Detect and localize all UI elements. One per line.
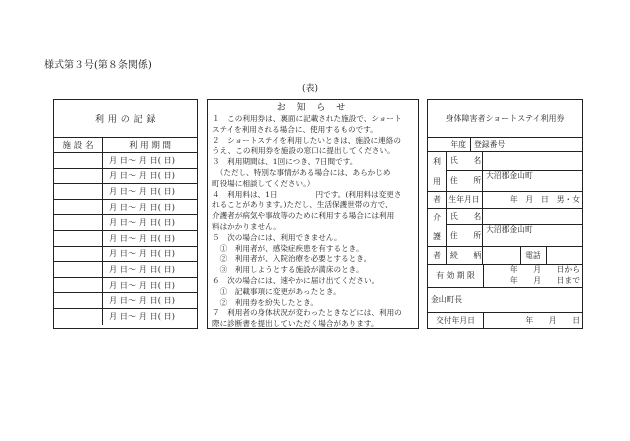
issue-date-label: 交付年月日 <box>436 315 475 325</box>
period-cell[interactable]: 月 日～ 月 日( 日) <box>109 279 175 290</box>
relation-field[interactable] <box>483 246 520 264</box>
facility-cell[interactable] <box>54 153 103 168</box>
issue-date-value[interactable]: 年 月 日 <box>525 315 580 325</box>
divider <box>470 137 471 151</box>
user-name-label: 氏 名 <box>450 156 482 165</box>
user-group-char: 者 <box>433 195 441 204</box>
notice-line: ② 利用券を紛失したとき。 <box>212 297 319 307</box>
valid-to-value[interactable]: 年 月 日まで <box>509 276 580 285</box>
caregiver-name-field[interactable] <box>483 208 582 224</box>
period-cell[interactable]: 月 日～ 月 日( 日) <box>109 201 175 212</box>
user-name-field[interactable] <box>483 151 582 170</box>
notice-line: １ この利用券は、裏面に記載された施設で、ショート <box>212 114 402 123</box>
usage-row <box>54 153 197 169</box>
notice-line: 料はかかりません。 <box>212 221 281 231</box>
notice-line: ６ 次の場合には、速やかに届け出てください。 <box>212 275 380 285</box>
notice-line: ２ ショートステイを利用したいときは、施設に連絡の <box>212 135 401 145</box>
usage-record-rows <box>54 153 197 325</box>
user-group-char: 用 <box>433 176 441 186</box>
registration-number-label[interactable]: 登録番号 <box>474 139 506 149</box>
notice-line: ４ 利用料は、1日 円です。(利用料は変更さ <box>212 189 402 199</box>
period-cell[interactable]: 月 日～ 月 日( 日) <box>109 185 175 196</box>
usage-row <box>54 169 197 185</box>
facility-cell[interactable] <box>54 278 103 293</box>
caregiver-name-label: 氏 名 <box>450 211 482 221</box>
period-cell[interactable]: 月 日～ 月 日( 日) <box>109 232 175 243</box>
phone-field[interactable] <box>546 246 582 264</box>
facility-cell[interactable] <box>54 184 103 199</box>
caregiver-group-char: 者 <box>433 250 441 260</box>
caregiver-group-char: 介 <box>433 212 441 222</box>
certificate-panel <box>427 99 583 329</box>
notice-line: 際に診断書を提出していただく場合があります。 <box>212 319 379 329</box>
notices-body <box>212 114 416 330</box>
usage-row <box>54 278 197 294</box>
valid-period-label: 有 効 期 限 <box>436 271 475 280</box>
notices-title: お 知 ら せ <box>276 103 350 113</box>
period-cell[interactable]: 月 日～ 月 日( 日) <box>109 248 175 259</box>
notice-line: ３ 利用期間は、1回につき、7日間です。 <box>212 157 358 167</box>
notice-line: 介護者が病気や事故等のために利用する場合には利用 <box>212 211 395 221</box>
caregiver-address-label: 住 所 <box>450 230 482 240</box>
notice-line: ７ 利用者の身体状況が変わったときなどには、利用の <box>212 308 402 318</box>
front-side-label: (表) <box>302 84 319 94</box>
caregiver-address-value[interactable]: 大沼郡金山町 <box>486 225 533 234</box>
notice-line: ５ 次の場合には、利用できません。 <box>212 232 342 242</box>
notice-line: ① 記載事項に変更があったとき。 <box>212 286 341 296</box>
notice-line: れることがあります。)ただし、生活保護世帯の方で、 <box>212 200 393 210</box>
birthdate-value[interactable]: 年 月 日 男・女 <box>509 195 580 204</box>
usage-row <box>54 309 197 325</box>
period-cell[interactable]: 月 日～ 月 日( 日) <box>109 311 175 322</box>
notice-line: ① 利用者が、感染症疾患を有するとき。 <box>212 243 364 253</box>
usage-row <box>54 231 197 247</box>
facility-column-header: 施 設 名 <box>54 137 103 153</box>
phone-label: 電話 <box>525 250 541 260</box>
certificate-title: 身体障害者ショートステイ利用券 <box>428 100 582 138</box>
user-address-label: 住 所 <box>450 176 482 185</box>
caregiver-group-char: 護 <box>433 231 441 241</box>
facility-cell[interactable] <box>54 309 103 325</box>
period-cell[interactable]: 月 日～ 月 日( 日) <box>109 217 175 228</box>
birthdate-label: 生年月日 <box>448 195 480 204</box>
period-cell[interactable]: 月 日～ 月 日( 日) <box>109 170 175 181</box>
usage-record-title: 利 用 の 記 録 <box>54 100 197 138</box>
usage-row <box>54 215 197 231</box>
facility-cell[interactable] <box>54 215 103 230</box>
facility-cell[interactable] <box>54 231 103 246</box>
facility-cell[interactable] <box>54 247 103 262</box>
usage-row <box>54 293 197 309</box>
fiscal-year-label: 年度 <box>450 139 466 149</box>
form-number: 様式第３号(第８条関係) <box>44 60 152 71</box>
period-cell[interactable]: 月 日～ 月 日( 日) <box>109 154 175 165</box>
period-column-header: 利 用 期 間 <box>103 137 197 153</box>
facility-cell[interactable] <box>54 169 103 184</box>
notice-line: （ただし、特別な事情がある場合には、あらかじめ <box>212 167 391 177</box>
usage-row <box>54 184 197 200</box>
issuer-name: 金山町長 <box>431 295 463 304</box>
facility-cell[interactable] <box>54 293 103 308</box>
facility-cell[interactable] <box>54 262 103 277</box>
usage-row <box>54 262 197 278</box>
period-cell[interactable]: 月 日～ 月 日( 日) <box>109 263 175 274</box>
usage-record-panel <box>53 99 198 329</box>
period-cell[interactable]: 月 日～ 月 日( 日) <box>109 295 175 306</box>
notices-panel <box>207 99 419 329</box>
notice-line: うえ、この利用券を施設の窓口に提出してください。 <box>212 146 395 156</box>
relation-label: 続 柄 <box>450 250 482 260</box>
usage-row <box>54 247 197 263</box>
notice-line: ステイを利用される場合に、使用するものです。 <box>212 124 378 134</box>
valid-from-value[interactable]: 年 月 日から <box>509 265 580 274</box>
notice-line: ③ 利用しようとする施設が満床のとき。 <box>212 265 364 275</box>
notice-line: ② 利用者が、入院治療を必要とするとき。 <box>212 254 372 264</box>
notice-line: 町役場に相談してください。） <box>212 178 315 188</box>
usage-row <box>54 200 197 216</box>
user-address-value[interactable]: 大沼郡金山町 <box>486 171 533 180</box>
user-group-char: 利 <box>433 156 441 166</box>
facility-cell[interactable] <box>54 200 103 215</box>
